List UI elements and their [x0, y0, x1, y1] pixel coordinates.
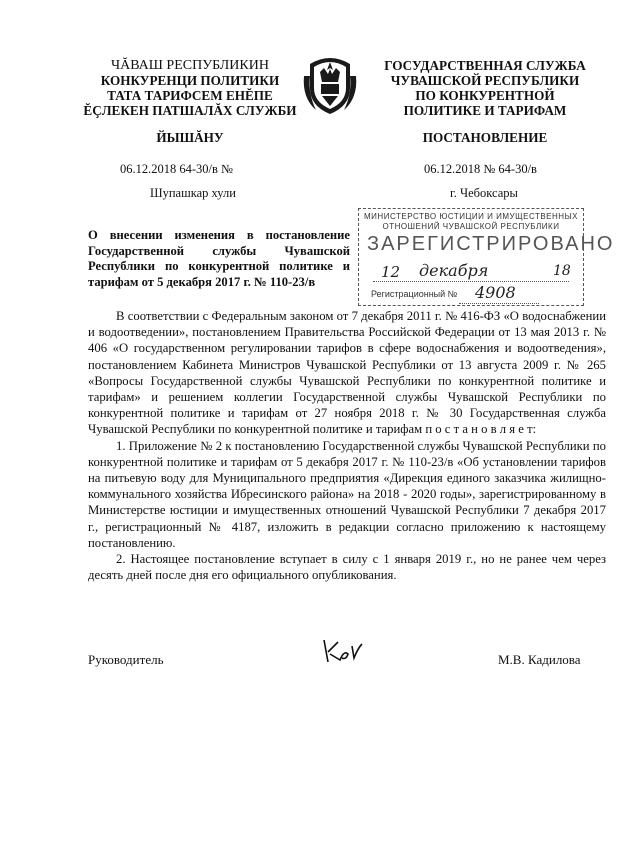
city-left: Шупашкар хули	[150, 186, 236, 200]
stamp-month: декабря	[419, 261, 489, 280]
doc-type-left: ЙЫШĂНУ	[156, 130, 224, 145]
stamp-ministry-line: МИНИСТЕРСТВО ЮСТИЦИИ И ИМУЩЕСТВЕННЫХ	[364, 212, 578, 221]
header-right-line: ПОЛИТИКЕ И ТАРИФАМ	[403, 103, 567, 118]
stamp-year: 18	[553, 263, 571, 279]
header-right-line: ЧУВАШСКОЙ РЕСПУБЛИКИ	[390, 73, 580, 88]
header-right	[360, 58, 610, 118]
handwritten-signature	[318, 636, 368, 668]
coat-of-arms-icon	[300, 48, 360, 120]
stamp-status: ЗАРЕГИСТРИРОВАНО	[367, 233, 615, 255]
stamp-reg-underline	[459, 303, 539, 304]
emblem-icon	[300, 48, 360, 120]
stamp-ministry-line: ОТНОШЕНИЙ ЧУВАШСКОЙ РЕСПУБЛИКИ	[382, 222, 560, 231]
body-paragraph: 2. Настоящее постановление вступает в силу с 1 января 2019 г., но не ранее чем через десять дней после дня его официального опубликования.	[88, 552, 606, 583]
header-right-line: ПО КОНКУРЕНТНОЙ	[415, 88, 555, 103]
signer-position: Руководитель	[88, 652, 164, 667]
signer-name: М.В. Кадилова	[498, 652, 581, 667]
registration-stamp	[358, 208, 615, 306]
document-title: О внесении изменения в постановление Государственной службы Чувашской Республики по конкурентной политике и тарифам от 5 декабря 2017 г. № 110-23/в	[88, 228, 350, 289]
stamp-reg-number: 4908	[475, 283, 516, 302]
header-left-line: КОНКУРЕНЦИ ПОЛИТИКИ	[100, 73, 280, 88]
header-left-line: ЧĂВАШ РЕСПУБЛИКИН	[111, 58, 269, 73]
body-paragraph: В соответствии с Федеральным законом от 7 декабря 2011 г. № 416-ФЗ «О водоснабжении и водоотведении», постановлением Правительства Российской Федерации от 13 мая 2013 г. № 406 «О государственном регулировании тарифов в сфере водоснабжения и водоотведения», постановлением Кабинета Министров Чувашской Республики от 13 августа 2009 г. № 265 «Вопросы Государственной службы Чувашской Республики по конкурентной политике и тарифам» и решением коллегии Государственной службы Чувашской Республики по конкурентной политике и тарифам от 27 ноября 2018 г. № 30 Государственная служба Чувашской Республики по конкурентной политике и тарифам п о с т а н о в л я е т:	[88, 309, 606, 437]
date-right: 06.12.2018 № 64-30/в	[424, 162, 537, 176]
doc-type-right: ПОСТАНОВЛЕНИЕ	[422, 130, 548, 145]
stamp-day: 12	[381, 263, 401, 281]
header-right-line: ГОСУДАРСТВЕННАЯ СЛУЖБА	[384, 58, 586, 73]
stamp-reg-label: Регистрационный №	[371, 289, 458, 299]
stamp-date-underline	[373, 281, 569, 282]
header-left-line: ĔÇЛЕКЕН ПАТШАЛĂХ СЛУЖБИ	[83, 103, 297, 118]
city-right: г. Чебоксары	[450, 186, 518, 200]
body-paragraph: 1. Приложение № 2 к постановлению Государственной службы Чувашской Республики по конкурентной политике и тарифам от 5 декабря 2017 г. № 110-23/в «Об установлении тарифов на питьевую воду для Муниципального предприятия «Дирекция единого заказчика жилищно-коммунального хозяйства Ибресинского района» на 2018 - 2020 годы», зарегистрированному в Министерстве юстиции и имущественных отношений Чувашской Республики 7 декабря 2017 г., регистрационный № 4187, изложить в редакции согласно приложению к настоящему постановлению.	[88, 438, 606, 550]
header-left	[70, 58, 310, 118]
date-left: 06.12.2018 64-30/в №	[120, 162, 233, 176]
signature-icon	[318, 636, 368, 668]
document-body	[88, 308, 606, 583]
header-left-line: ТАТА ТАРИФСЕМ ЕНĔПЕ	[107, 88, 273, 103]
